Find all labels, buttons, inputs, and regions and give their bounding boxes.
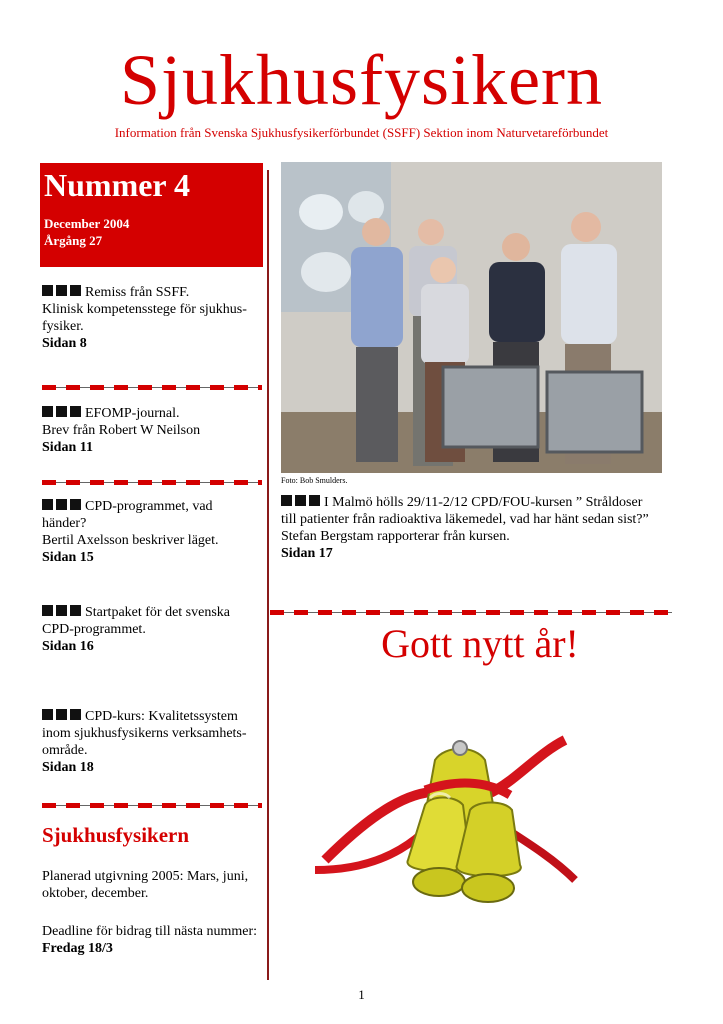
toc-line: CPD-kurs: Kvalitetssystem [85,709,238,724]
toc-line: område. [42,743,88,758]
dashed-divider [270,610,672,616]
issue-number: Nummer 4 [44,167,191,203]
group-photo-illustration [281,162,662,473]
toc-line: CPD-programmet, vad [85,499,213,514]
toc-line: Bertil Axelsson beskriver läget. [42,533,219,548]
deadline-block [42,923,272,957]
feature-caption[interactable] [281,494,681,562]
toc-line: händer? [42,516,87,531]
caption-line: Stefan Bergstam rapporterar från kursen. [281,529,510,544]
toc-item[interactable] [42,498,262,566]
bullet-squares-icon [281,495,321,506]
column-divider [267,170,269,980]
toc-page: Sidan 8 [42,336,87,351]
page-number: 1 [358,987,365,1002]
toc-page: Sidan 11 [42,440,93,455]
toc-line: Klinisk kompetensstege för sjukhus- [42,302,247,317]
caption-line: I Malmö hölls 29/11-2/12 CPD/FOU-kursen ” Stråldoser [324,495,643,510]
greeting-text: Gott nytt år! [381,621,579,666]
caption-line: till patienter från radioaktiva läkemedel, vad har hänt sedan sist?” [281,512,649,527]
toc-line: EFOMP-journal. [85,406,180,421]
dashed-divider [42,480,262,486]
dashed-divider [42,385,262,391]
publication-schedule [42,868,267,902]
issue-date: December 2004 [44,216,130,231]
bullet-squares-icon [42,499,82,510]
bullet-squares-icon [42,605,82,616]
bullet-squares-icon [42,406,82,417]
masthead-title: Sjukhusfysikern [120,40,603,120]
issue-box [40,163,263,267]
masthead-subtitle: Information från Svenska Sjukhusfysikerförbundet (SSFF) Sektion inom Naturvetareförbundet [114,125,609,140]
toc-line: Startpaket för det svenska [85,605,231,620]
issue-volume: Årgång 27 [44,233,103,248]
toc-item[interactable] [42,604,262,655]
toc-line: CPD-programmet. [42,622,146,637]
toc-line: inom sjukhusfysikerns verksamhets- [42,726,247,741]
toc-line: fysiker. [42,319,84,334]
deadline-date: Fredag 18/3 [42,941,113,956]
toc-page: Sidan 15 [42,550,94,565]
bullet-squares-icon [42,285,82,296]
group-photo [281,162,662,473]
caption-page: Sidan 17 [281,546,333,561]
bullet-squares-icon [42,709,82,720]
toc-item[interactable] [42,284,262,352]
toc-page: Sidan 18 [42,760,94,775]
publication-line: Planerad utgivning 2005: Mars, juni, [42,869,249,884]
issue-meta [44,215,129,249]
toc-page: Sidan 16 [42,639,94,654]
publication-line: oktober, december. [42,886,149,901]
sidebar-title: Sjukhusfysikern [42,823,190,847]
toc-line: Brev från Robert W Neilson [42,423,201,438]
toc-item[interactable] [42,405,262,456]
photo-credit: Foto: Bob Smulders. [281,476,348,485]
deadline-label: Deadline för bidrag till nästa nummer: [42,924,257,939]
dashed-divider [42,803,262,809]
bells-icon [305,720,585,920]
toc-line: Remiss från SSFF. [85,285,190,300]
toc-item[interactable] [42,708,272,776]
